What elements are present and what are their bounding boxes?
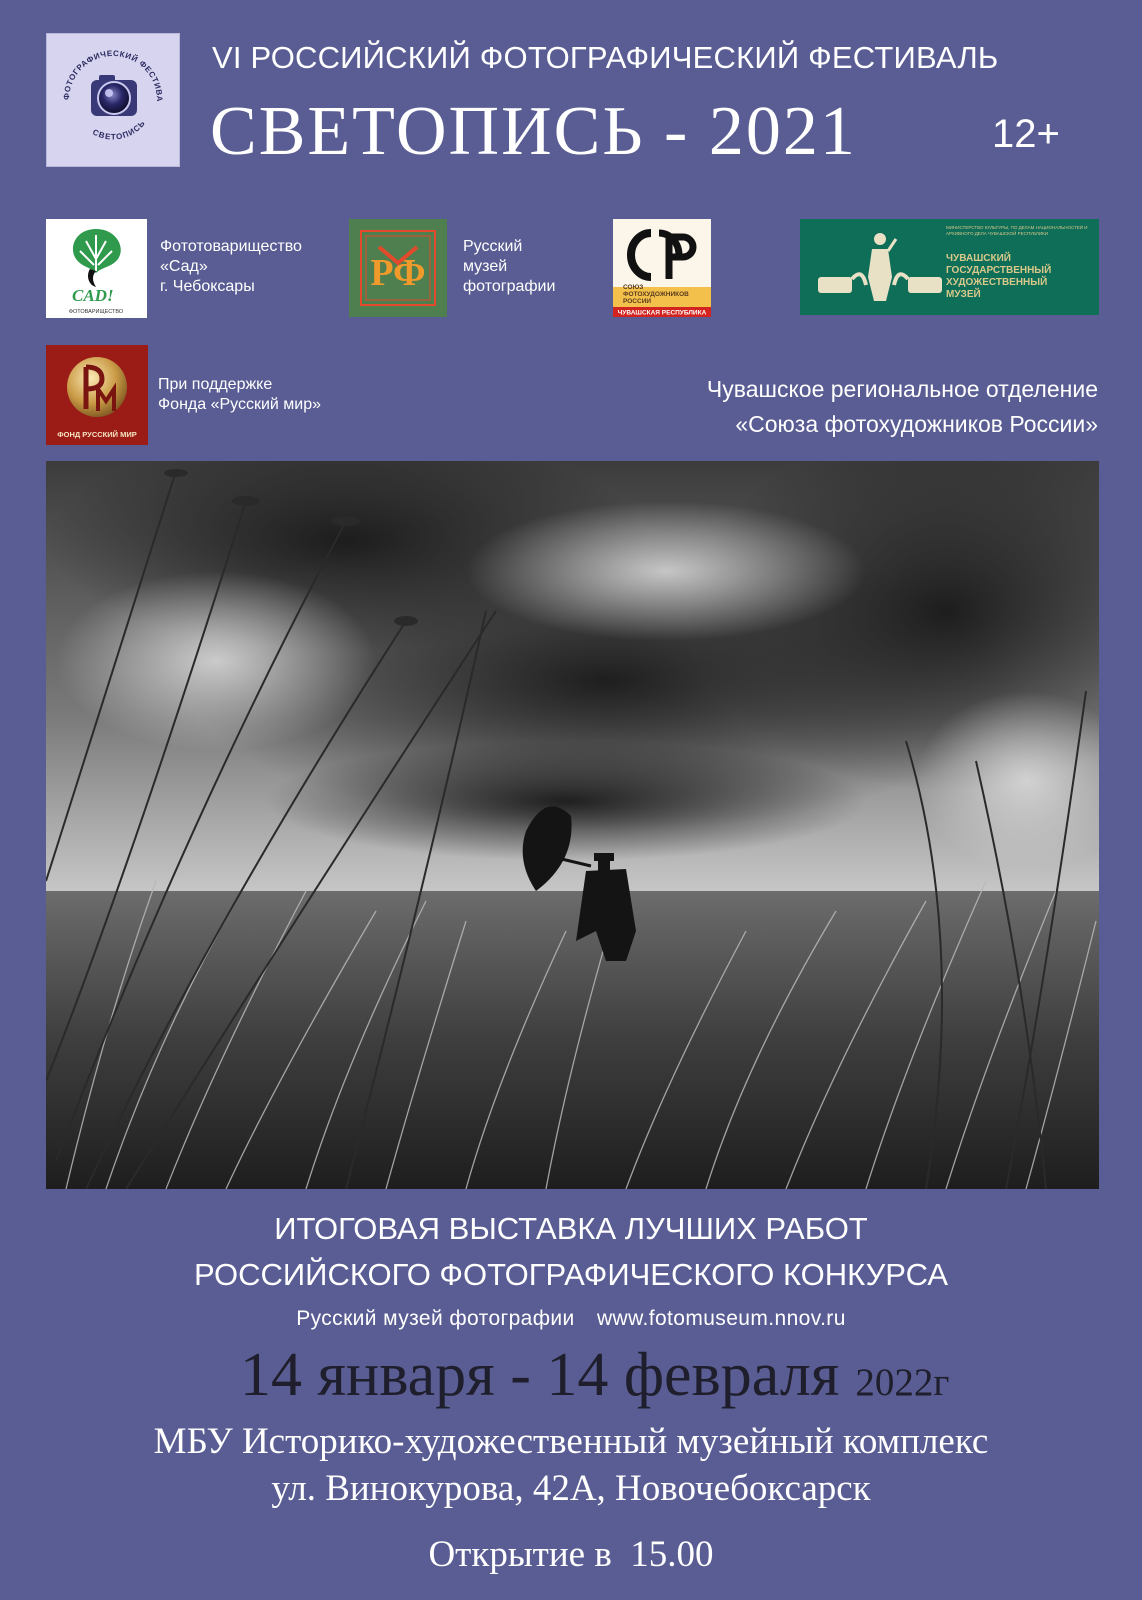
exhibition-title-line: РОССИЙСКОГО ФОТОГРАФИЧЕСКОГО КОНКУРСА xyxy=(194,1257,948,1292)
storm-field-photo xyxy=(46,461,1099,1189)
museum-info-line xyxy=(0,1307,1142,1331)
photo-artists-union-logo xyxy=(613,219,711,317)
union-branch-line: Чувашское региональное отделение xyxy=(706,376,1098,402)
logo-ring-text-top: ФОТОГРАФИЧЕСКИЙ ФЕСТИВА xyxy=(61,48,165,103)
date-year: 2022г xyxy=(855,1361,950,1404)
tree-head-icon xyxy=(46,219,147,318)
sad-label-line: «Сад» xyxy=(160,258,208,275)
museum-website-link[interactable]: www.fotomuseum.nnov.ru xyxy=(596,1307,846,1330)
russkiy-mir-foundation-logo xyxy=(46,345,148,445)
sfr-caption-line: РОССИИ xyxy=(623,298,652,305)
art-museum-ministry-caption: МИНИСТЕРСТВО КУЛЬТУРЫ, ПО ДЕЛАМ НАЦИОНАЛЬНОСТЕЙ И АРХИВНОГО ДЕЛА ЧУВАШСКОЙ РЕСПУБЛИКИ xyxy=(946,225,1088,236)
venue-name: МБУ Историко-художественный музейный комплекс xyxy=(153,1421,989,1462)
art-museum-name-line: ЧУВАШСКИЙ xyxy=(946,253,1011,264)
festival-subtitle: VI РОССИЙСКИЙ ФОТОГРАФИЧЕСКИЙ ФЕСТИВАЛЬ xyxy=(212,40,999,75)
statue-scrolls-icon xyxy=(800,219,1099,315)
sad-logo-caption: ФОТОВАРИЩЕСТВО xyxy=(68,309,124,315)
russian-photo-museum-label xyxy=(463,237,555,297)
art-museum-name-line: ХУДОЖЕСТВЕННЫЙ xyxy=(946,277,1048,288)
museum-name: Русский музей фотографии xyxy=(296,1307,575,1330)
sad-photo-society-label xyxy=(160,237,302,297)
date-range: 14 января - 14 февраля xyxy=(240,1341,840,1409)
sad-logo-text: CAD! xyxy=(72,286,114,305)
rm-medallion-icon xyxy=(46,345,148,445)
svg-text:СВЕТОПИСЬ xyxy=(91,118,147,141)
opening-time: Открытие в 15.00 xyxy=(428,1534,714,1575)
sad-label-line: Фототоварищество xyxy=(160,238,302,255)
logo-ring-text-bottom: СВЕТОПИСЬ xyxy=(91,118,148,142)
camera-lens-icon xyxy=(47,34,179,166)
sfr-caption-line: ФОТОХУДОЖНИКОВ xyxy=(623,291,689,298)
venue-address: ул. Винокурова, 42А, Новочебоксарск xyxy=(271,1468,871,1509)
russkiy-mir-logo-caption: ФОНД РУССКИЙ МИР xyxy=(57,430,137,439)
russian-photo-museum-logo xyxy=(349,219,447,317)
exhibition-title-line: ИТОГОВАЯ ВЫСТАВКА ЛУЧШИХ РАБОТ xyxy=(274,1211,868,1246)
union-branch-line: «Союза фотохудожников России» xyxy=(735,411,1098,437)
sfr-region-caption: ЧУВАШСКАЯ РЕСПУБЛИКА xyxy=(617,309,707,317)
exhibition-dates xyxy=(240,1340,949,1411)
festival-title: СВЕТОПИСЬ - 2021 xyxy=(210,93,857,170)
russkiy-mir-label-line: При поддержке xyxy=(158,376,273,393)
main-photo xyxy=(46,461,1099,1189)
chuvash-art-museum-logo xyxy=(800,219,1099,315)
union-branch-text xyxy=(707,372,1098,442)
fotomuseum-label-line: Русский xyxy=(463,238,523,255)
sad-photo-society-logo xyxy=(46,219,147,318)
russkiy-mir-label xyxy=(158,375,321,415)
art-museum-name-line: МУЗЕЙ xyxy=(946,289,981,300)
russkiy-mir-label-line: Фонда «Русский мир» xyxy=(158,396,322,413)
fotomuseum-logo-text: РФ xyxy=(370,252,426,294)
sfr-emblem-icon xyxy=(613,219,711,317)
art-museum-name-line: ГОСУДАРСТВЕННЫЙ xyxy=(946,265,1052,276)
festival-logo xyxy=(46,33,180,167)
sfr-caption-line: СОЮЗ xyxy=(623,284,644,291)
fotomuseum-label-line: фотографии xyxy=(463,278,556,295)
rf-monogram-icon xyxy=(349,219,447,317)
age-rating-badge: 12+ xyxy=(992,112,1060,156)
fotomuseum-label-line: музей xyxy=(463,258,508,275)
sad-label-line: г. Чебоксары xyxy=(160,278,255,295)
